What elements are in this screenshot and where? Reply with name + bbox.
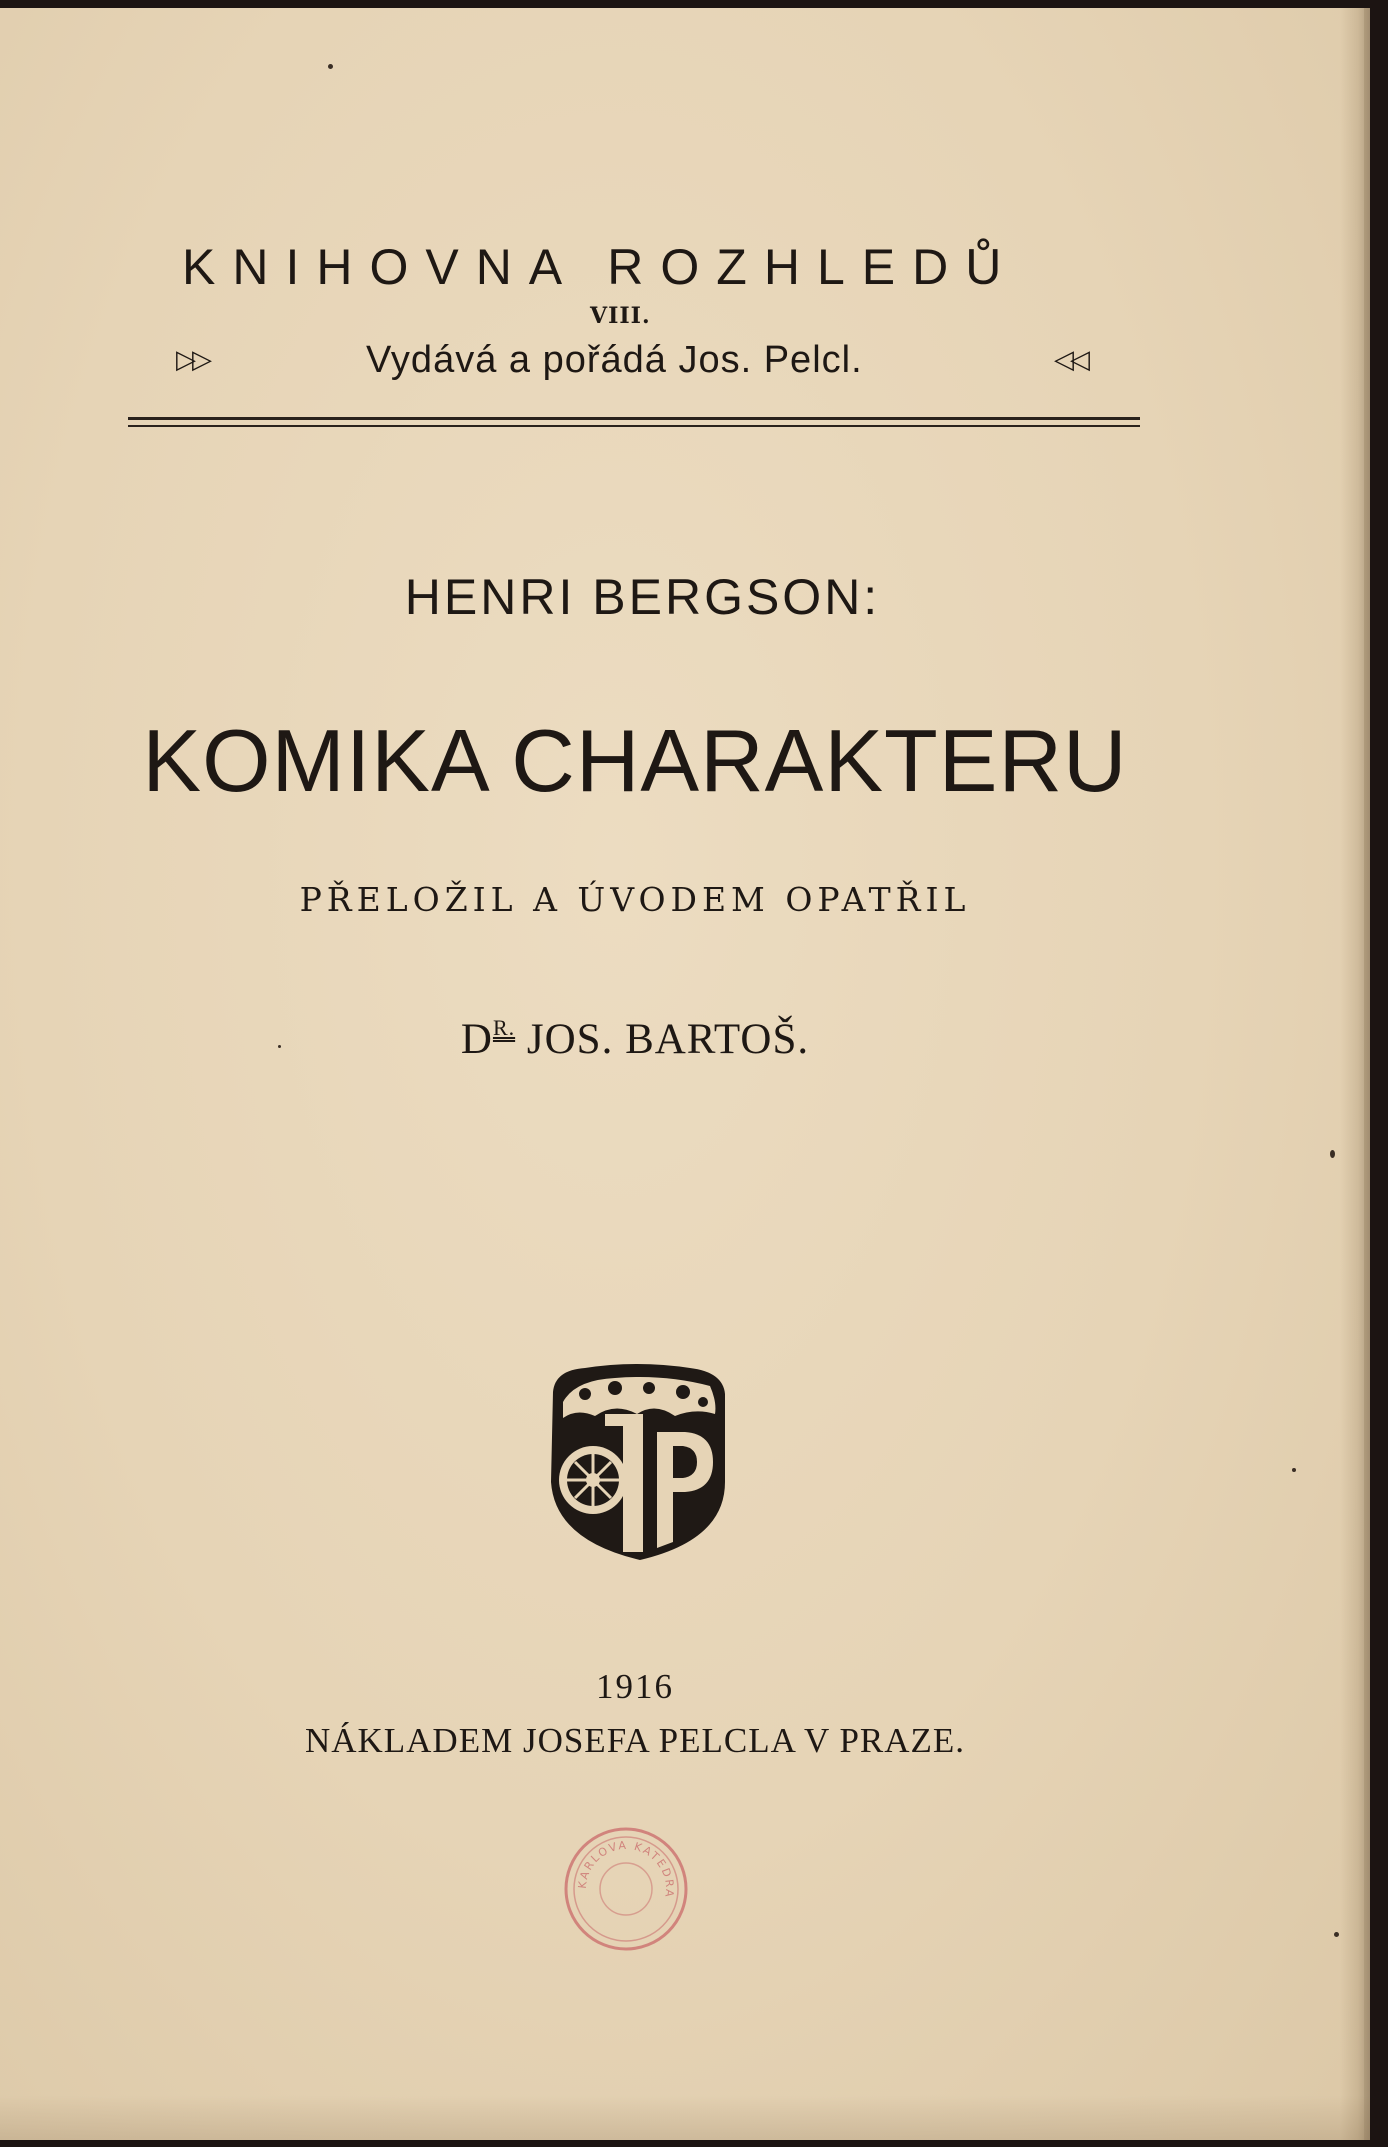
editor-line: Vydává a pořádá Jos. Pelcl. (366, 339, 863, 381)
translator-name (0, 1015, 1270, 1064)
ornament-left-icon: ▷▷ (176, 345, 208, 375)
publisher-monogram-icon (545, 1362, 730, 1562)
stamp-text: KARLOVA KATEDRA (575, 1838, 677, 1900)
header-rule-bottom (128, 425, 1140, 427)
translator-prefix: D (460, 1016, 493, 1063)
translation-note: PŘELOŽIL A ÚVODEM OPATŘIL (299, 880, 971, 919)
translator-surname: JOS. BARTOŠ. (526, 1016, 810, 1063)
library-stamp-icon (560, 1823, 692, 1955)
volume-number: VIII. (590, 303, 651, 329)
paper-speck (1334, 1932, 1339, 1937)
ornament-right-icon: ◁◁ (1054, 345, 1086, 375)
page-edge-shadow (1340, 8, 1370, 2140)
header-rule-top (128, 417, 1140, 420)
paper-speck (278, 1045, 281, 1048)
translator-degree: R. (492, 1015, 516, 1040)
book-title: KOMIKA CHARAKTERU (142, 711, 1128, 810)
publisher-imprint: NÁKLADEM JOSEFA PELCLA V PRAZE. (304, 1721, 966, 1760)
series-title: KNIHOVNA ROZHLEDŮ (182, 239, 1019, 295)
paper-speck (1330, 1150, 1335, 1158)
svg-text:KARLOVA KATEDRA (576, 1839, 676, 1900)
editor-row (176, 339, 1086, 395)
title-page (0, 8, 1370, 2140)
paper-speck (1292, 1468, 1296, 1472)
paper-speck (328, 64, 333, 69)
page-bottom-shadow (0, 2095, 1370, 2140)
publication-year: 1916 (596, 1667, 674, 1706)
author-name: HENRI BERGSON: (404, 569, 881, 625)
